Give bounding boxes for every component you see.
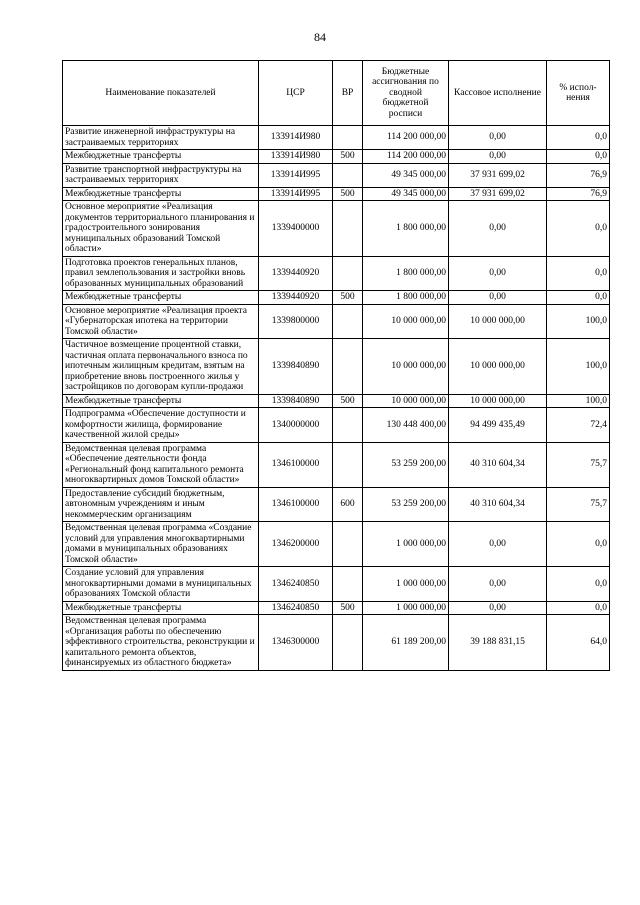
row-name: Межбюджетные трансферты bbox=[63, 150, 259, 164]
row-pct: 0,0 bbox=[547, 291, 610, 305]
row-pct: 100,0 bbox=[547, 304, 610, 339]
row-pct: 64,0 bbox=[547, 615, 610, 671]
row-cash: 0,00 bbox=[449, 126, 547, 150]
row-budget: 61 189 200,00 bbox=[363, 615, 449, 671]
row-cash: 37 931 699,02 bbox=[449, 187, 547, 201]
row-cash: 39 188 831,15 bbox=[449, 615, 547, 671]
row-pct: 100,0 bbox=[547, 339, 610, 395]
row-cash: 10 000 000,00 bbox=[449, 394, 547, 408]
row-name: Ведомственная целевая программа «Создание условий для управления многоквартирными домами в муниципальных образованиях Томской области» bbox=[63, 522, 259, 567]
row-budget: 130 448 400,00 bbox=[363, 408, 449, 443]
row-csr: 133914И980 bbox=[259, 126, 333, 150]
row-budget: 1 800 000,00 bbox=[363, 256, 449, 291]
row-name: Предоставление субсидий бюджетным, автономным учреждениям и иным некоммерческим организациям bbox=[63, 487, 259, 522]
row-budget: 114 200 000,00 bbox=[363, 150, 449, 164]
table-row bbox=[63, 256, 610, 291]
header-cash: Кассовое исполнение bbox=[449, 61, 547, 126]
row-name: Основное мероприятие «Реализация проекта «Губернаторская ипотека на территории Томской области» bbox=[63, 304, 259, 339]
row-csr: 1339400000 bbox=[259, 201, 333, 257]
row-cash: 0,00 bbox=[449, 256, 547, 291]
row-vr: 500 bbox=[333, 187, 363, 201]
row-cash: 40 310 604,34 bbox=[449, 487, 547, 522]
row-name: Межбюджетные трансферты bbox=[63, 601, 259, 615]
row-name: Межбюджетные трансферты bbox=[63, 187, 259, 201]
row-vr: 500 bbox=[333, 394, 363, 408]
row-budget: 53 259 200,00 bbox=[363, 487, 449, 522]
row-pct: 0,0 bbox=[547, 567, 610, 602]
row-csr: 1346300000 bbox=[259, 615, 333, 671]
row-csr: 133914И995 bbox=[259, 163, 333, 187]
header-budget: Бюджетные ассигнования по сводной бюджетной росписи bbox=[363, 61, 449, 126]
row-name: Подготовка проектов генеральных планов, правил землепользования и застройки вновь образованных муниципальных образований bbox=[63, 256, 259, 291]
table-row bbox=[63, 522, 610, 567]
row-name: Создание условий для управления многоквартирными домами в муниципальных образованиях Томской области bbox=[63, 567, 259, 602]
row-cash: 10 000 000,00 bbox=[449, 304, 547, 339]
table-row bbox=[63, 601, 610, 615]
row-vr bbox=[333, 408, 363, 443]
row-cash: 0,00 bbox=[449, 201, 547, 257]
table-row bbox=[63, 394, 610, 408]
row-budget: 10 000 000,00 bbox=[363, 394, 449, 408]
row-cash: 37 931 699,02 bbox=[449, 163, 547, 187]
row-vr: 600 bbox=[333, 487, 363, 522]
row-cash: 0,00 bbox=[449, 522, 547, 567]
row-csr: 1346100000 bbox=[259, 442, 333, 487]
row-vr bbox=[333, 442, 363, 487]
row-vr bbox=[333, 567, 363, 602]
row-cash: 10 000 000,00 bbox=[449, 339, 547, 395]
row-budget: 1 800 000,00 bbox=[363, 291, 449, 305]
row-csr: 1340000000 bbox=[259, 408, 333, 443]
row-vr bbox=[333, 522, 363, 567]
row-pct: 0,0 bbox=[547, 256, 610, 291]
row-name: Частичное возмещение процентной ставки, частичная оплата первоначального взноса по ипотечным жилищным кредитам, взятым на приобретение вновь построенного жилья у застройщиков по договорам купли-продажи bbox=[63, 339, 259, 395]
row-pct: 0,0 bbox=[547, 522, 610, 567]
row-pct: 76,9 bbox=[547, 163, 610, 187]
row-budget: 49 345 000,00 bbox=[363, 163, 449, 187]
header-csr: ЦСР bbox=[259, 61, 333, 126]
row-name: Основное мероприятие «Реализация документов территориального планирования и градостроительного зонирования муниципальных образований Томской области» bbox=[63, 201, 259, 257]
row-vr: 500 bbox=[333, 291, 363, 305]
row-cash: 0,00 bbox=[449, 567, 547, 602]
row-cash: 0,00 bbox=[449, 291, 547, 305]
row-name: Ведомственная целевая программа «Организация работы по обеспечению эффективного строительства, реконструкции и капитального ремонта объектов, финансируемых из областного бюджета» bbox=[63, 615, 259, 671]
row-csr: 1346240850 bbox=[259, 601, 333, 615]
row-pct: 0,0 bbox=[547, 201, 610, 257]
table-body bbox=[63, 126, 610, 671]
row-csr: 1346240850 bbox=[259, 567, 333, 602]
row-cash: 40 310 604,34 bbox=[449, 442, 547, 487]
table-row bbox=[63, 126, 610, 150]
row-csr: 133914И980 bbox=[259, 150, 333, 164]
row-vr bbox=[333, 304, 363, 339]
row-vr: 500 bbox=[333, 601, 363, 615]
row-pct: 76,9 bbox=[547, 187, 610, 201]
table-row bbox=[63, 339, 610, 395]
row-budget: 53 259 200,00 bbox=[363, 442, 449, 487]
table-row bbox=[63, 442, 610, 487]
row-name: Ведомственная целевая программа «Обеспечение деятельности фонда «Региональный фонд капитального ремонта многоквартирных домов Томской области» bbox=[63, 442, 259, 487]
header-pct: % испол-нения bbox=[547, 61, 610, 126]
row-csr: 1339440920 bbox=[259, 291, 333, 305]
row-budget: 49 345 000,00 bbox=[363, 187, 449, 201]
row-vr bbox=[333, 256, 363, 291]
header-vr: ВР bbox=[333, 61, 363, 126]
row-csr: 1339440920 bbox=[259, 256, 333, 291]
row-pct: 0,0 bbox=[547, 150, 610, 164]
row-pct: 0,0 bbox=[547, 601, 610, 615]
table-header-row bbox=[63, 61, 610, 126]
table-row bbox=[63, 567, 610, 602]
row-vr bbox=[333, 339, 363, 395]
row-cash: 0,00 bbox=[449, 150, 547, 164]
row-csr: 1339800000 bbox=[259, 304, 333, 339]
row-name: Межбюджетные трансферты bbox=[63, 394, 259, 408]
header-name: Наименование показателей bbox=[63, 61, 259, 126]
row-name: Межбюджетные трансферты bbox=[63, 291, 259, 305]
page-number: 84 bbox=[314, 30, 326, 44]
row-pct: 75,7 bbox=[547, 442, 610, 487]
row-cash: 94 499 435,49 bbox=[449, 408, 547, 443]
row-vr bbox=[333, 163, 363, 187]
row-pct: 100,0 bbox=[547, 394, 610, 408]
row-budget: 1 800 000,00 bbox=[363, 201, 449, 257]
table-row bbox=[63, 163, 610, 187]
row-vr bbox=[333, 201, 363, 257]
row-pct: 72,4 bbox=[547, 408, 610, 443]
row-budget: 10 000 000,00 bbox=[363, 304, 449, 339]
row-vr: 500 bbox=[333, 150, 363, 164]
row-name: Развитие транспортной инфраструктуры на застраиваемых территориях bbox=[63, 163, 259, 187]
row-name: Развитие инженерной инфраструктуры на застраиваемых территориях bbox=[63, 126, 259, 150]
table-row bbox=[63, 291, 610, 305]
row-csr: 1346200000 bbox=[259, 522, 333, 567]
row-csr: 1339840890 bbox=[259, 339, 333, 395]
row-pct: 75,7 bbox=[547, 487, 610, 522]
budget-execution-table bbox=[62, 60, 610, 671]
table-row bbox=[63, 408, 610, 443]
row-budget: 1 000 000,00 bbox=[363, 601, 449, 615]
row-budget: 1 000 000,00 bbox=[363, 522, 449, 567]
row-budget: 1 000 000,00 bbox=[363, 567, 449, 602]
row-vr bbox=[333, 615, 363, 671]
table-row bbox=[63, 487, 610, 522]
table-row bbox=[63, 201, 610, 257]
row-vr bbox=[333, 126, 363, 150]
row-csr: 1339840890 bbox=[259, 394, 333, 408]
table-row bbox=[63, 150, 610, 164]
row-budget: 114 200 000,00 bbox=[363, 126, 449, 150]
row-pct: 0,0 bbox=[547, 126, 610, 150]
row-cash: 0,00 bbox=[449, 601, 547, 615]
table-row bbox=[63, 615, 610, 671]
row-csr: 133914И995 bbox=[259, 187, 333, 201]
table-row bbox=[63, 187, 610, 201]
row-csr: 1346100000 bbox=[259, 487, 333, 522]
row-name: Подпрограмма «Обеспечение доступности и комфортности жилища, формирование качественной жилой среды» bbox=[63, 408, 259, 443]
table-row bbox=[63, 304, 610, 339]
row-budget: 10 000 000,00 bbox=[363, 339, 449, 395]
